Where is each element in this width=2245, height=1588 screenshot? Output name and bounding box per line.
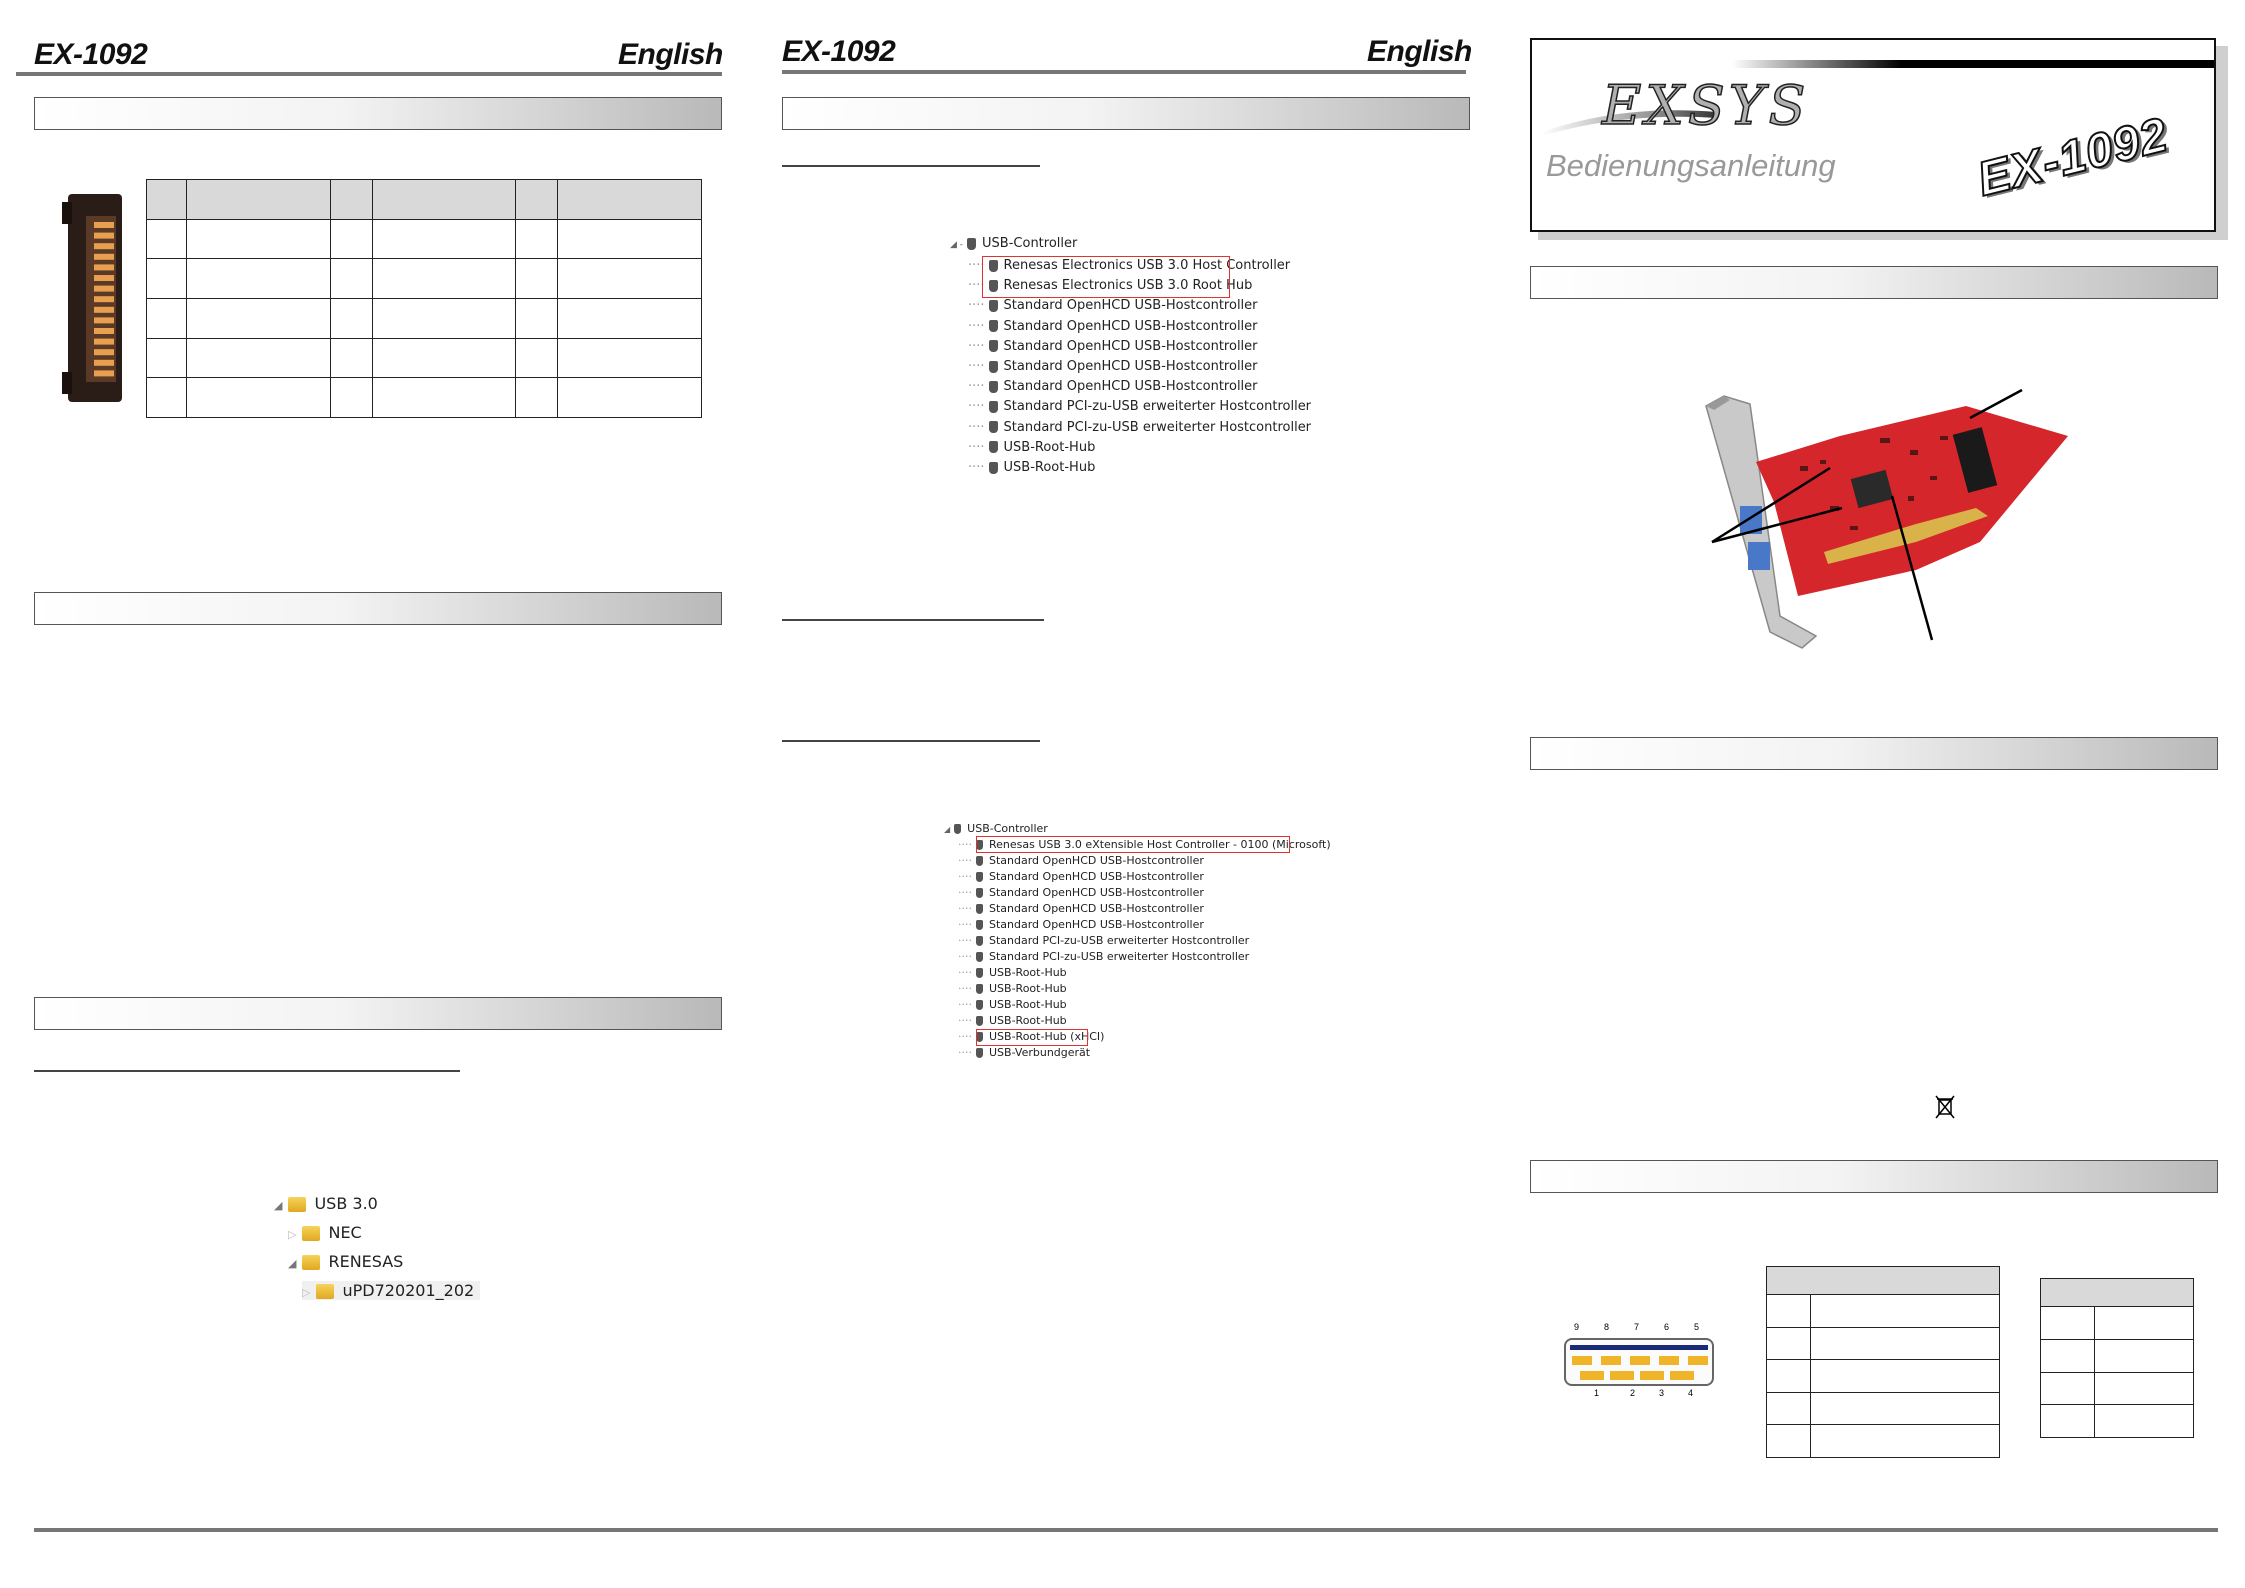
driver-folder-tree xyxy=(268,1186,475,1310)
page-model-title: EX-1092 xyxy=(34,38,148,71)
usb-pin xyxy=(1688,1356,1708,1365)
connector-bottom-pin-labels: 1 2 3 4 xyxy=(1594,1388,1694,1398)
usb-icon xyxy=(967,238,976,250)
tree-item: ···· USB-Root-Hub xyxy=(958,982,1067,995)
pin-table-usb3 xyxy=(1766,1266,2000,1458)
subsection-underline xyxy=(782,740,1040,742)
usb-icon xyxy=(976,1000,983,1010)
page-model-title: EX-1092 xyxy=(782,35,896,68)
pin-table-sata xyxy=(146,179,702,418)
usb-icon xyxy=(989,361,998,373)
usb-icon xyxy=(989,340,998,352)
usb-pin xyxy=(1659,1356,1679,1365)
brand-text: EXSYS xyxy=(1602,74,1810,137)
page-language: English xyxy=(618,38,723,71)
tree-item: ···· Standard OpenHCD USB-Hostcontroller xyxy=(968,359,1258,374)
page-language: English xyxy=(1367,35,1472,68)
tree-root: ◢ USB-Controller xyxy=(944,822,1048,835)
usb-icon xyxy=(989,441,998,453)
subsection-underline xyxy=(782,165,1040,167)
usb-icon xyxy=(989,300,998,312)
footer-rule xyxy=(34,1528,2218,1532)
folder-row: ◢ RENESAS xyxy=(288,1252,404,1271)
tree-item: ···· Standard PCI-zu-USB erweiterter Hostcontroller xyxy=(958,950,1250,963)
header-rule xyxy=(782,70,1466,74)
sata-pin xyxy=(94,328,114,334)
tree-item: ···· Standard OpenHCD USB-Hostcontroller xyxy=(958,918,1204,931)
subsection-underline xyxy=(34,1070,460,1072)
sata-pin xyxy=(94,370,114,376)
usb-icon xyxy=(976,904,983,914)
usb-icon xyxy=(976,920,983,930)
header-rule xyxy=(16,72,722,76)
tree-item: ···· Standard OpenHCD USB-Hostcontroller xyxy=(968,298,1258,314)
usb-icon xyxy=(989,462,998,474)
sata-pin xyxy=(94,286,114,292)
usb3-connector-drawing xyxy=(1560,1322,1720,1402)
tree-item: ···· Standard PCI-zu-USB erweiterter Hostcontroller xyxy=(968,399,1312,415)
model-badge: EX-1092 xyxy=(1972,108,2174,207)
section-bar xyxy=(34,592,722,625)
tree-item: ···· Renesas Electronics USB 3.0 Root Hub xyxy=(968,278,1253,294)
usb-pin xyxy=(1601,1356,1621,1365)
usb-icon xyxy=(976,872,983,882)
tree-item: ···· USB-Verbundgerät xyxy=(958,1046,1091,1059)
section-bar xyxy=(1530,737,2218,770)
tree-item: ···· Renesas Electronics USB 3.0 Host Controller xyxy=(968,258,1291,273)
folder-row: ▷ uPD720201_202 xyxy=(302,1281,480,1300)
usb-icon xyxy=(989,381,998,393)
tree-item: ···· USB-Root-Hub (xHCI) xyxy=(958,1030,1105,1043)
tree-item: ···· Standard OpenHCD USB-Hostcontroller xyxy=(968,318,1258,334)
tree-root: ◢ - USB-Controller xyxy=(950,236,1078,251)
connector-body xyxy=(1564,1338,1714,1386)
sata-pin xyxy=(94,296,114,302)
tree-item: ···· USB-Root-Hub xyxy=(958,1014,1067,1027)
usb-pin xyxy=(1670,1371,1694,1380)
connector-top-pin-labels: 9 8 7 6 5 xyxy=(1574,1322,1700,1332)
usb-icon xyxy=(976,1048,983,1058)
section-bar xyxy=(1530,1160,2218,1193)
section-bar xyxy=(34,97,722,130)
section-bar xyxy=(34,997,722,1030)
sata-pin xyxy=(94,275,114,281)
folder-icon xyxy=(288,1197,306,1212)
device-manager-tree-1 xyxy=(950,236,1312,482)
tree-item: ···· Standard PCI-zu-USB erweiterter Hostcontroller xyxy=(968,419,1312,435)
usb-icon xyxy=(989,320,998,332)
usb-icon xyxy=(989,421,998,433)
usb-icon xyxy=(989,401,998,413)
brand-logo xyxy=(1542,64,1832,154)
sata-pin xyxy=(94,222,114,228)
section-bar xyxy=(782,97,1470,130)
tree-item: ···· USB-Root-Hub xyxy=(968,460,1096,475)
folder-row: ▷ NEC xyxy=(288,1223,362,1242)
sata-pin xyxy=(94,317,114,323)
tree-item: ···· Standard OpenHCD USB-Hostcontroller xyxy=(968,338,1258,354)
usb-icon xyxy=(976,936,983,946)
usb-pin xyxy=(1640,1371,1664,1380)
usb-icon xyxy=(976,1016,983,1026)
tree-item: ···· USB-Root-Hub xyxy=(968,439,1096,455)
tree-item: ···· Standard OpenHCD USB-Hostcontroller xyxy=(958,902,1204,915)
sata-connector-image xyxy=(62,192,128,404)
usb-icon xyxy=(976,888,983,898)
tree-item: ···· USB-Root-Hub xyxy=(958,998,1067,1011)
usb-pin xyxy=(1610,1371,1634,1380)
folder-icon xyxy=(302,1226,320,1241)
usb-pin xyxy=(1630,1356,1650,1365)
device-manager-tree-2 xyxy=(944,822,1331,1068)
usb-icon xyxy=(976,856,983,866)
tree-item: ···· Renesas USB 3.0 eXtensible Host Controller - 0100 (Microsoft) xyxy=(958,838,1331,851)
pin-table-usb2 xyxy=(2040,1278,2194,1438)
usb-icon xyxy=(954,824,961,834)
highlight-box xyxy=(976,836,1290,853)
sata-pin xyxy=(94,243,114,249)
tree-item: ···· Standard OpenHCD USB-Hostcontroller xyxy=(958,854,1204,867)
sata-pin xyxy=(94,254,114,260)
cover-box xyxy=(1530,38,2216,232)
weee-bin-icon xyxy=(1934,1094,1956,1120)
tree-item: ···· Standard OpenHCD USB-Hostcontroller xyxy=(958,870,1204,883)
usb-pin xyxy=(1572,1356,1592,1365)
sata-pin xyxy=(94,360,114,366)
tree-item: ···· Standard OpenHCD USB-Hostcontroller xyxy=(958,886,1204,899)
cover-subtitle: Bedienungsanleitung xyxy=(1546,148,1836,183)
tree-item: ···· Standard PCI-zu-USB erweiterter Hostcontroller xyxy=(958,934,1250,947)
sata-pin xyxy=(94,349,114,355)
highlight-box xyxy=(982,256,1230,298)
sata-pin xyxy=(94,233,114,239)
sata-pin xyxy=(94,307,114,313)
folder-icon xyxy=(316,1284,334,1299)
sata-pin xyxy=(94,339,114,345)
usb-icon xyxy=(976,984,983,994)
subsection-underline xyxy=(782,619,1044,621)
usb-icon xyxy=(976,968,983,978)
tree-item: ···· Standard OpenHCD USB-Hostcontroller xyxy=(968,379,1258,395)
pci-card-photo xyxy=(1620,366,2090,676)
section-bar xyxy=(1530,266,2218,299)
folder-icon xyxy=(302,1255,320,1270)
sata-pin xyxy=(94,264,114,270)
tree-item: ···· USB-Root-Hub xyxy=(958,966,1067,979)
folder-row: ◢ USB 3.0 xyxy=(274,1194,378,1213)
highlight-box xyxy=(976,1029,1088,1046)
usb-pin xyxy=(1580,1371,1604,1380)
usb-icon xyxy=(976,952,983,962)
